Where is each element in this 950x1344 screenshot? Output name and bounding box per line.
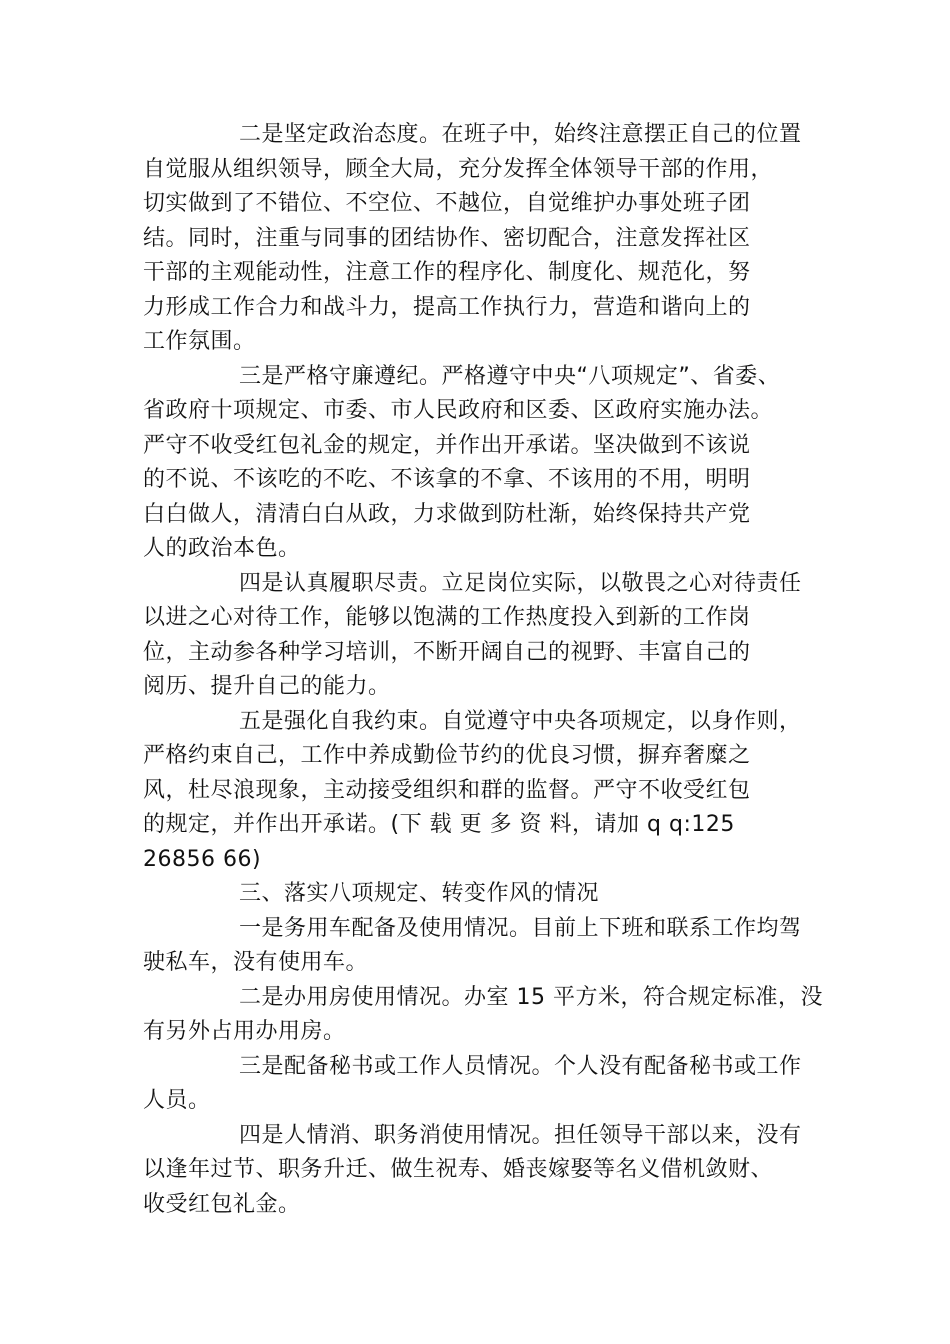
text-line: 二是坚定政治态度。在班子中，始终注意摆正自己的位置 [239, 122, 802, 147]
text-line: 结。同时，注重与同事的团结协作、密切配合，注意发挥社区 [143, 225, 751, 251]
text-line: 四是人情消、职务消使用情况。担任领导干部以来，没有 [239, 1122, 802, 1148]
text-line: 以逢年过节、职务升迁、做生祝寿、婚丧嫁娶等名义借机敛财、 [143, 1157, 774, 1182]
paragraph-duty [143, 567, 823, 705]
paragraph-self-discipline [143, 705, 823, 878]
text-line: 力形成工作合力和战斗力，提高工作执行力，营造和谐向上的 [143, 294, 751, 320]
text-line: 驶私车，没有使用车。 [143, 950, 369, 975]
text-line: 严守不收受红包礼金的规定，并作出开承诺。坚决做到不该说 [143, 432, 751, 458]
text-line: 一是务用车配备及使用情况。目前上下班和联系工作均驾 [239, 915, 802, 941]
section-heading-eight-rules [143, 877, 823, 912]
text-line: 工作氛围。 [143, 329, 256, 354]
text-line: 有另外占用办用房。 [143, 1019, 346, 1044]
document-body [143, 118, 823, 1222]
text-line: 三是严格守廉遵纪。严格遵守中央“八项规定”、省委、 [239, 363, 781, 389]
text-line: 的不说、不该吃的不吃、不该拿的不拿、不该用的不用，明明 [143, 467, 751, 492]
text-line: 位，主动参各种学习培训，不断开阔自己的视野、丰富自己的 [143, 639, 751, 665]
paragraph-hospitality [143, 1119, 823, 1223]
paragraph-office-space [143, 981, 823, 1050]
text-line: 四是认真履职尽责。立足岗位实际，以敬畏之心对待责任 [239, 570, 802, 596]
text-line: 三是配备秘书或工作人员情况。个人没有配备秘书或工作 [239, 1053, 802, 1079]
text-line: 的规定，并作出开承诺。(下 载 更 多 资 料，请加 q q:125 [143, 812, 735, 837]
text-line: 以进之心对待工作，能够以饱满的工作热度投入到新的工作岗 [143, 605, 751, 630]
paragraph-political-attitude [143, 118, 823, 360]
text-line: 二是办用房使用情况。办室 15 平方米，符合规定标准，没 [239, 984, 823, 1010]
text-line: 干部的主观能动性，注意工作的程序化、制度化、规范化，努 [143, 260, 751, 285]
text-line: 人员。 [143, 1088, 211, 1113]
text-line: 切实做到了不错位、不空位、不越位，自觉维护办事处班子团 [143, 191, 751, 216]
paragraph-integrity [143, 360, 823, 567]
text-line: 26856 66) [143, 846, 262, 872]
text-line: 风，杜尽浪现象，主动接受组织和群的监督。严守不收受红包 [143, 777, 751, 803]
text-line: 白白做人，清清白白从政，力求做到防杜渐，始终保持共产党 [143, 501, 751, 527]
text-line: 阅历、提升自己的能力。 [143, 674, 391, 699]
section-heading: 三、落实八项规定、转变作风的情况 [239, 881, 600, 906]
paragraph-official-car [143, 912, 823, 981]
text-line: 严格约束自己，工作中养成勤俭节约的优良习惯，摒弃奢糜之 [143, 743, 751, 768]
text-line: 人的政治本色。 [143, 536, 301, 561]
text-line: 收受红包礼金。 [143, 1191, 301, 1217]
text-line: 省政府十项规定、市委、市人民政府和区委、区政府实施办法。 [143, 398, 774, 423]
text-line: 自觉服从组织领导，顾全大局，充分发挥全体领导干部的作用， [143, 156, 774, 182]
text-line: 五是强化自我约束。自觉遵守中央各项规定，以身作则， [239, 708, 802, 734]
paragraph-secretary [143, 1050, 823, 1119]
